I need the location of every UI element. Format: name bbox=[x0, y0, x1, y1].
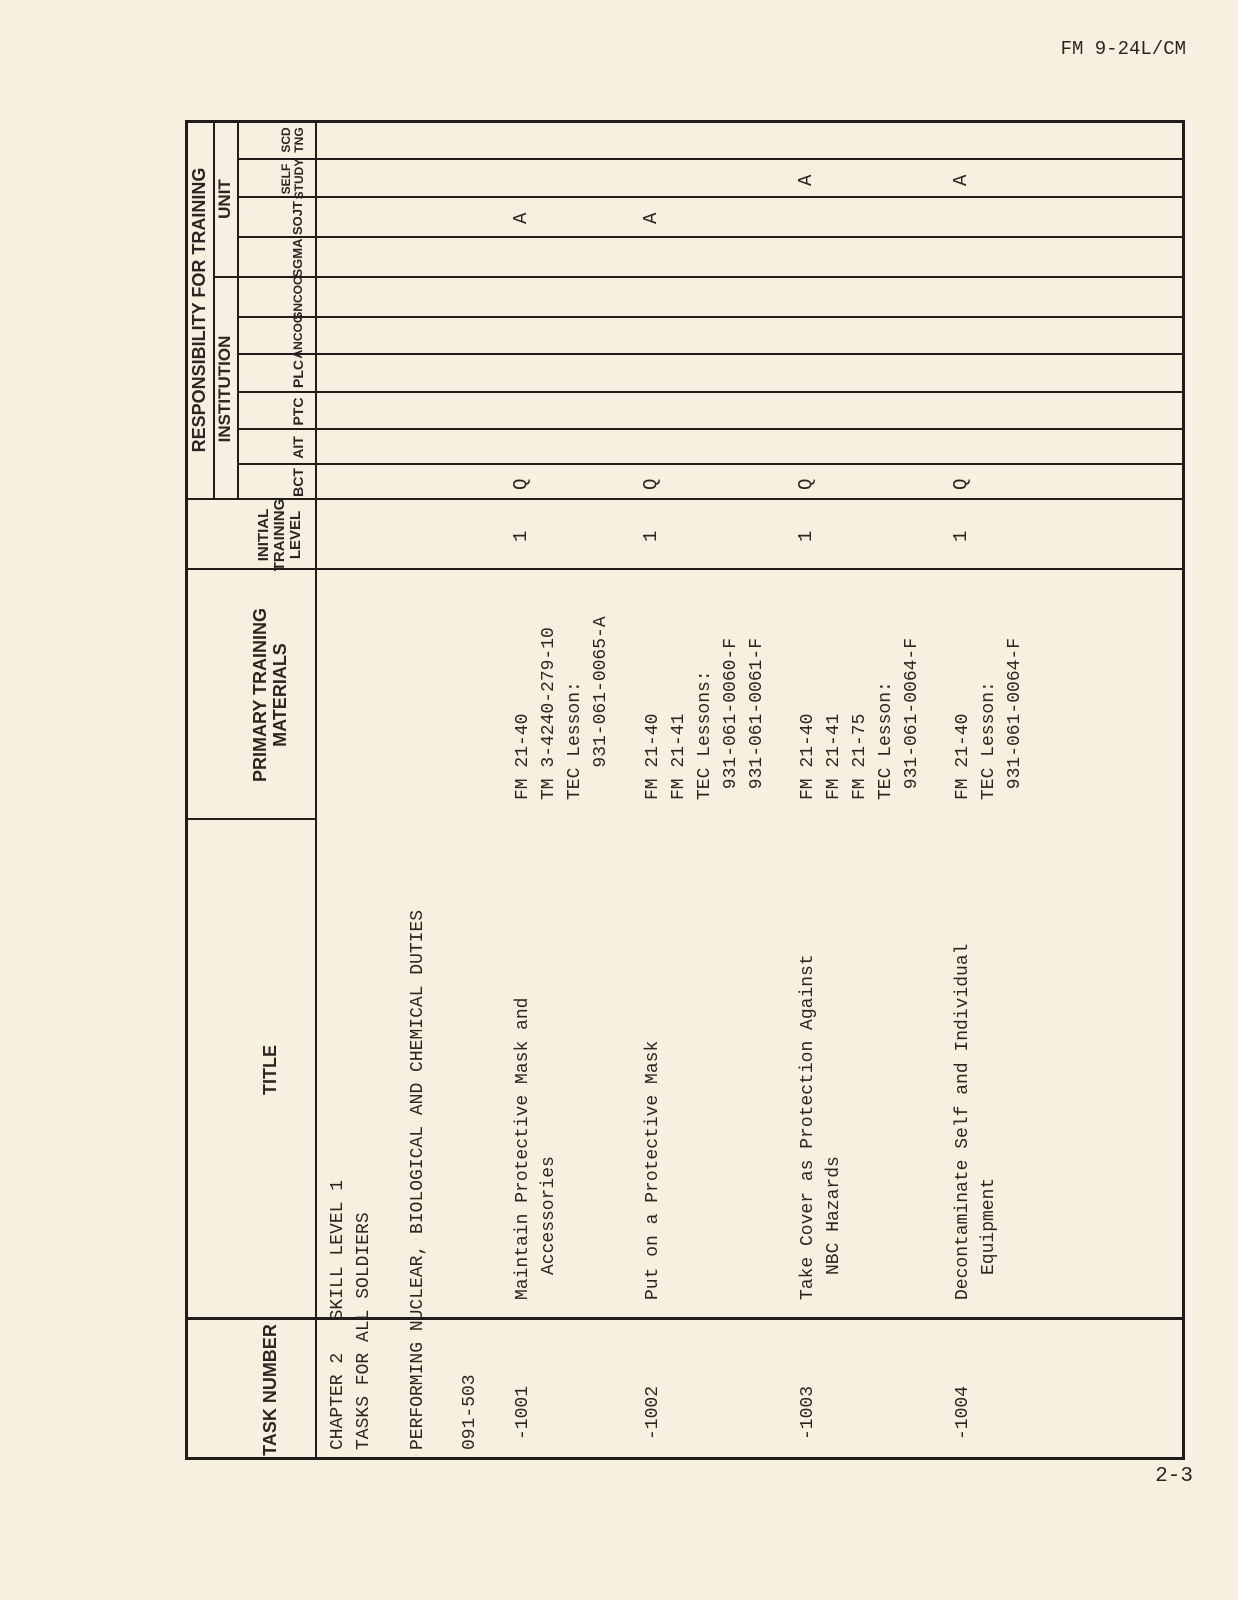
header-ait: AIT bbox=[289, 436, 306, 459]
col-divider-ait bbox=[237, 428, 1185, 430]
institution-divider bbox=[237, 120, 239, 500]
training-level-value: 1 bbox=[795, 530, 817, 542]
header-plc: PLC bbox=[289, 360, 306, 388]
material-line: TEC Lesson: bbox=[979, 681, 999, 800]
header-training-level: INITIAL TRAINING LEVEL bbox=[255, 498, 304, 572]
col-divider-plc bbox=[237, 353, 1185, 355]
task-title-cont: NBC Hazards bbox=[824, 1156, 844, 1275]
header-sncoc: SNCOC bbox=[290, 276, 305, 320]
material-line: FM 21-41 bbox=[824, 713, 844, 800]
header-ancoc: ANCOC bbox=[290, 314, 305, 359]
task-number: -1004 bbox=[953, 1385, 973, 1440]
task-group-number: 091-503 bbox=[460, 1374, 480, 1450]
material-line: 931-061-0064-F bbox=[902, 637, 922, 800]
material-line: 931-061-0061-F bbox=[747, 637, 767, 800]
header-institution: INSTITUTION bbox=[215, 335, 234, 443]
training-level-value: 1 bbox=[510, 530, 532, 542]
col-divider-sncoc bbox=[213, 276, 1185, 278]
sojt-mark: A bbox=[640, 212, 662, 224]
bct-mark: Q bbox=[950, 478, 972, 490]
col-divider-sgma bbox=[237, 236, 1185, 238]
header-bct: BCT bbox=[289, 468, 306, 497]
col-divider-level bbox=[185, 498, 1185, 500]
task-number: -1002 bbox=[643, 1385, 663, 1440]
header-sgma: SGMA bbox=[289, 238, 305, 278]
task-number: -1003 bbox=[798, 1385, 818, 1440]
section-heading: PERFORMING NUCLEAR, BIOLOGICAL AND CHEMICAL DUTIES bbox=[408, 909, 428, 1450]
material-line: 931-061-0060-F bbox=[721, 637, 741, 800]
task-title: Put on a Protective Mask bbox=[643, 1040, 663, 1300]
header-ptc: PTC bbox=[289, 397, 306, 426]
material-line: FM 21-40 bbox=[798, 713, 818, 800]
self-study-mark: A bbox=[950, 174, 972, 186]
material-line: 931-061-0064-F bbox=[1005, 637, 1025, 800]
bct-mark: Q bbox=[795, 478, 817, 490]
material-line: FM 21-40 bbox=[513, 713, 533, 800]
header-divider bbox=[315, 120, 317, 1460]
header-responsibility: RESPONSIBILITY FOR TRAINING bbox=[189, 167, 209, 453]
sojt-mark: A bbox=[510, 212, 532, 224]
header-sojt: SOJT bbox=[289, 201, 305, 235]
training-table bbox=[185, 120, 1185, 1460]
header-materials: PRIMARY TRAINING MATERIALS bbox=[250, 608, 290, 783]
header-scd-tng: SCD TNG bbox=[278, 127, 306, 153]
material-line: FM 21-41 bbox=[669, 713, 689, 800]
task-title: Decontaminate Self and Individual bbox=[953, 943, 973, 1300]
task-title-cont: Accessories bbox=[539, 1156, 559, 1275]
task-title-cont: Equipment bbox=[979, 1177, 999, 1275]
header-title: TITLE bbox=[260, 1045, 280, 1095]
material-line: TEC Lessons: bbox=[695, 670, 715, 800]
col-divider-ptc bbox=[237, 391, 1185, 393]
material-line: TM 3-4240-279-10 bbox=[539, 627, 559, 800]
col-divider-bct bbox=[237, 463, 1185, 465]
chapter-subheading: TASKS FOR ALL SOLDIERS bbox=[354, 1212, 374, 1450]
bct-mark: Q bbox=[510, 478, 532, 490]
task-title: Maintain Protective Mask and bbox=[513, 997, 533, 1300]
training-level-value: 1 bbox=[950, 530, 972, 542]
material-line: FM 21-40 bbox=[643, 713, 663, 800]
material-line: TEC Lesson: bbox=[565, 681, 585, 800]
material-line: 931-061-0065-A bbox=[591, 616, 611, 800]
material-line: FM 21-75 bbox=[850, 713, 870, 800]
task-title: Take Cover as Protection Against bbox=[798, 954, 818, 1300]
training-level-value: 1 bbox=[640, 530, 662, 542]
col-divider-self-study bbox=[237, 158, 1185, 160]
col-divider-sojt bbox=[237, 196, 1185, 198]
header-unit: UNIT bbox=[215, 179, 234, 219]
material-line: FM 21-40 bbox=[953, 713, 973, 800]
page-number: 2-3 bbox=[1155, 1465, 1193, 1488]
page-header: FM 9-24L/CM bbox=[1060, 38, 1186, 60]
self-study-mark: A bbox=[795, 174, 817, 186]
bct-mark: Q bbox=[640, 478, 662, 490]
header-self-study: SELF STUDY bbox=[278, 158, 306, 200]
material-line: TEC Lesson: bbox=[876, 681, 896, 800]
task-number: -1001 bbox=[513, 1385, 533, 1440]
col-divider-materials bbox=[185, 568, 1185, 570]
col-divider-ancoc bbox=[237, 316, 1185, 318]
chapter-heading: CHAPTER 2 SKILL LEVEL 1 bbox=[328, 1179, 348, 1450]
header-task-number: TASK NUMBER bbox=[260, 1324, 280, 1456]
